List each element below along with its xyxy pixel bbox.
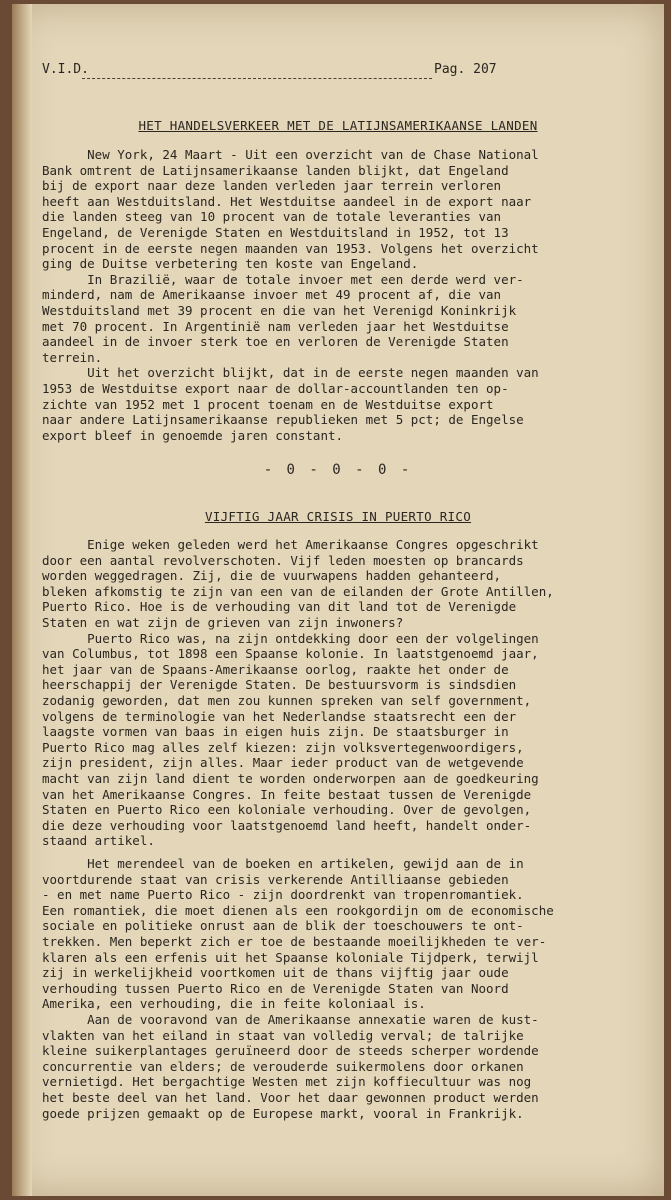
text-line: het beste deel van het land. Voor het daar gewonnen product werden bbox=[42, 1089, 539, 1105]
text-line: Staten en Puerto Rico een koloniale verhouding. Over de gevolgen, bbox=[42, 802, 532, 818]
text-line: Westduitsland met 39 procent en die van het Verenigd Koninkrijk bbox=[42, 302, 517, 318]
text-line: terrein. bbox=[42, 349, 103, 365]
article1-body bbox=[42, 147, 652, 443]
text-line: Enige weken geleden werd het Amerikaanse Congres opgeschrikt bbox=[42, 537, 539, 552]
text-line: worden weggedragen. Zij, die de vuurwapens hadden gehanteerd, bbox=[42, 568, 502, 584]
text-line: bleken afkomstig te zijn van een van de eilanden der Grote Antillen, bbox=[42, 583, 554, 599]
text-line: Engeland, de Verenigde Staten en Westduitsland in 1952, tot 13 bbox=[42, 224, 509, 240]
text-line: New York, 24 Maart - Uit een overzicht van de Chase National bbox=[42, 147, 539, 162]
text-line: Bank omtrent de Latijnsamerikaanse landen blijkt, dat Engeland bbox=[42, 162, 509, 178]
text-line: die deze verhouding voor laatstgenoemd land heeft, handelt onder- bbox=[42, 817, 532, 833]
text-line: zichte van 1952 met 1 procent toenam en de Westduitse export bbox=[42, 396, 494, 412]
text-line: zijn president, zijn alles. Maar ieder product van de wetgevende bbox=[42, 755, 524, 771]
text-line: door een aantal revolverschoten. Vijf leden moesten op brancards bbox=[42, 552, 524, 568]
text-line: macht van zijn land dient te worden onderworpen aan de goedkeuring bbox=[42, 770, 539, 786]
text-line: heerschappij der Verenigde Staten. De bestuursvorm is sindsdien bbox=[42, 677, 517, 693]
text-line: Puerto Rico mag alles zelf kiezen: zijn volksvertegenwoordigers, bbox=[42, 739, 524, 755]
text-line: goede prijzen gemaakt op de Europese markt, vooral in Frankrijk. bbox=[42, 1105, 524, 1121]
text-line: bij de export naar deze landen verleden jaar terrein verloren bbox=[42, 178, 502, 194]
text-line: kleine suikerplantages geruïneerd door de steeds scherper wordende bbox=[42, 1043, 539, 1059]
binding-edge bbox=[12, 4, 32, 1196]
text-line: procent in de eerste negen maanden van 1953. Volgens het overzicht bbox=[42, 240, 539, 256]
text-line: het jaar van de Spaans-Amerikaanse oorlog, raakte het onder de bbox=[42, 661, 509, 677]
text-line: - en met name Puerto Rico - zijn doordrenkt van tropenromantiek. bbox=[42, 887, 524, 903]
text-line: sociale en politieke onrust aan de blik der toeschouwers te ont- bbox=[42, 918, 524, 934]
text-line: 1953 de Westduitse export naar de dollar-accountlanden ten op- bbox=[42, 380, 509, 396]
section-separator: - 0 - 0 - 0 - bbox=[263, 462, 413, 478]
text-line: van Columbus, tot 1898 een Spaanse kolonie. In laatstgenoemd jaar, bbox=[42, 646, 539, 662]
text-line: trekken. Men beperkt zich er toe de bestaande moeilijkheden te ver- bbox=[42, 933, 547, 949]
text-line: heeft aan Westduitsland. Het Westduitse aandeel in de export naar bbox=[42, 193, 532, 209]
text-line: met 70 procent. In Argentinië nam verleden jaar het Westduitse bbox=[42, 318, 509, 334]
text-line: minderd, nam de Amerikaanse invoer met 49 procent af, die van bbox=[42, 287, 502, 303]
text-line: die landen steeg van 10 procent van de totale leveranties van bbox=[42, 209, 502, 225]
article1-title: HET HANDELSVERKEER MET DE LATIJNSAMERIKAANSE LANDEN bbox=[138, 118, 538, 133]
article2-intro bbox=[42, 537, 652, 849]
header-rule bbox=[82, 78, 432, 79]
article2-body bbox=[42, 856, 652, 1121]
text-line: Amerika, een verhouding, die in feite koloniaal is. bbox=[42, 996, 426, 1012]
text-line: staand artikel. bbox=[42, 833, 155, 849]
text-line: laagste vormen van baas in eigen huis zijn. De staatsburger in bbox=[42, 724, 509, 740]
text-line: export bleef in genoemde jaren constant. bbox=[42, 427, 344, 443]
text-line: van het Amerikaanse Congres. In feite bestaat tussen de Verenigde bbox=[42, 786, 532, 802]
text-line: voortdurende staat van crisis verkerende Antilliaanse gebieden bbox=[42, 871, 509, 887]
text-line: vernietigd. Het bergachtige Westen met zijn koffiecultuur was nog bbox=[42, 1074, 532, 1090]
text-line: ging de Duitse verbetering ten koste van Engeland. bbox=[42, 256, 419, 272]
text-line: klaren als een erfenis uit het Spaanse koloniale Tijdperk, terwijl bbox=[42, 949, 539, 965]
text-line: volgens de terminologie van het Nederlandse staatsrecht een der bbox=[42, 708, 517, 724]
document-page bbox=[12, 4, 664, 1196]
text-line: Staten en wat zijn de grieven van zijn inwoners? bbox=[42, 614, 404, 630]
text-line: aandeel in de invoer sterk toe en verloren de Verenigde Staten bbox=[42, 334, 509, 350]
header-source: V.I.D. bbox=[42, 62, 89, 77]
text-line: Puerto Rico was, na zijn ontdekking door een der volgelingen bbox=[42, 630, 539, 646]
text-line: concurrentie van elders; de verouderde suikermolens door orkanen bbox=[42, 1058, 524, 1074]
text-line: Puerto Rico. Hoe is de verhouding van dit land tot de Verenigde bbox=[42, 599, 517, 615]
text-line: Aan de vooravond van de Amerikaanse annexatie waren de kust- bbox=[42, 1011, 539, 1027]
text-line: Uit het overzicht blijkt, dat in de eerste negen maanden van bbox=[42, 365, 539, 381]
page-number: Pag. 207 bbox=[434, 62, 497, 77]
text-line: In Brazilië, waar de totale invoer met een derde werd ver- bbox=[42, 271, 524, 287]
text-line: vlakten van het eiland in staat van volledig verval; de talrijke bbox=[42, 1027, 524, 1043]
text-line: Het merendeel van de boeken en artikelen, gewijd aan de in bbox=[42, 856, 524, 871]
text-line: verhouding tussen Puerto Rico en de Verenigde Staten van Noord bbox=[42, 980, 509, 996]
article2-title: VIJFTIG JAAR CRISIS IN PUERTO RICO bbox=[204, 509, 472, 524]
text-line: zodanig geworden, dat men zou kunnen spreken van self government, bbox=[42, 692, 532, 708]
text-line: Een romantiek, die moet dienen als een rookgordijn om de economische bbox=[42, 902, 554, 918]
text-line: zij in werkelijkheid voortkomen uit de thans vijftig jaar oude bbox=[42, 965, 509, 981]
page-header bbox=[42, 62, 512, 77]
text-line: naar andere Latijnsamerikaanse republieken met 5 pct; de Engelse bbox=[42, 412, 524, 428]
